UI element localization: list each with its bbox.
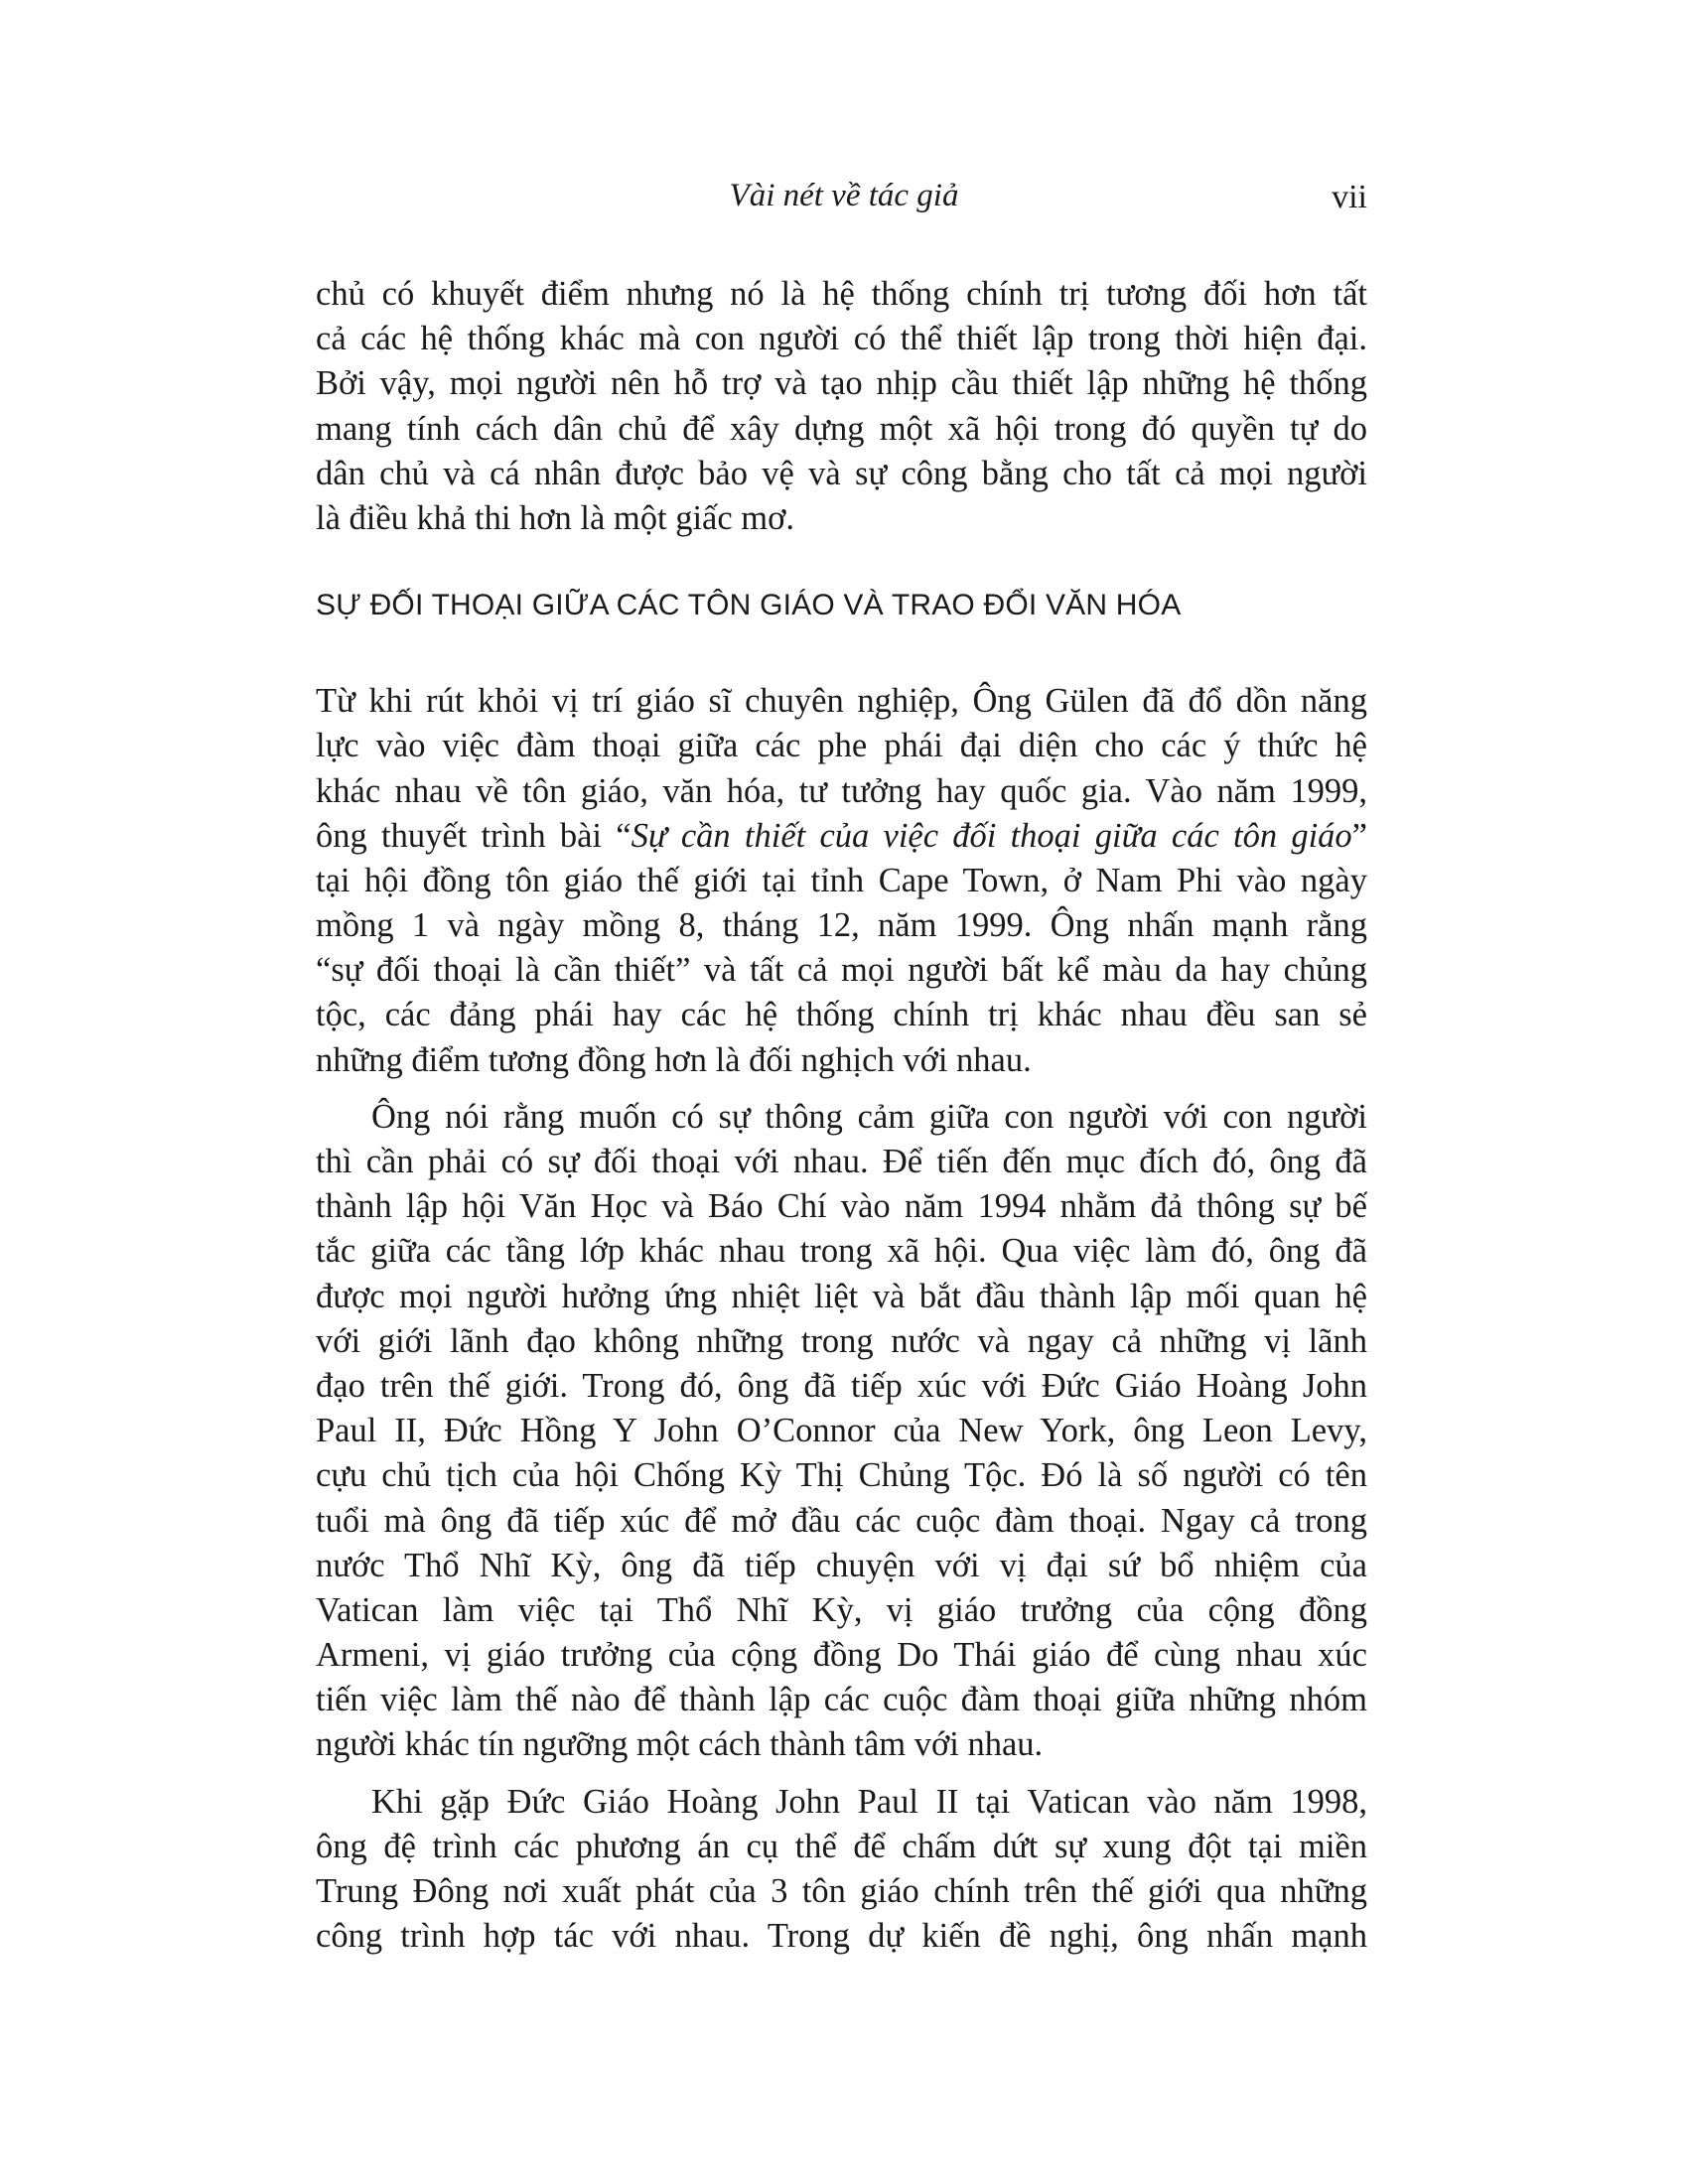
text-line: tiến việc làm thế nào để thành lập các cuộc đàm thoại giữa những nhóm xyxy=(316,1681,1367,1719)
text-line: là điều khả thi hơn là một giấc mơ. xyxy=(316,498,795,537)
paragraph-2 xyxy=(316,679,1367,1083)
text-line: tuổi mà ông đã tiếp xúc để mở đầu các cuộc đàm thoại. Ngay cả trong xyxy=(316,1501,1367,1540)
text-line: mang tính cách dân chủ để xây dựng một xã hội trong đó quyền tự do xyxy=(316,409,1367,448)
text-line: khác nhau về tôn giáo, văn hóa, tư tưởng hay quốc gia. Vào năm 1999, xyxy=(316,771,1367,810)
text-line: Paul II, Đức Hồng Y John O’Connor của New York, ông Leon Levy, xyxy=(316,1412,1367,1450)
running-title: Vài nét về tác giả xyxy=(729,178,959,213)
text-line: Khi gặp Đức Giáo Hoàng John Paul II tại Vatican vào năm 1998, xyxy=(371,1782,1367,1821)
text-line: Trung Đông nơi xuất phát của 3 tôn giáo chính trên thế giới qua những xyxy=(316,1872,1367,1910)
text-line: ông đệ trình các phương án cụ thể để chấm dứt sự xung đột tại miền xyxy=(316,1827,1367,1865)
text-line: Vatican làm việc tại Thổ Nhĩ Kỳ, vị giáo trưởng của cộng đồng xyxy=(316,1590,1367,1629)
text-line: được mọi người hưởng ứng nhiệt liệt và bắt đầu thành lập mối quan hệ xyxy=(316,1277,1367,1315)
text-fragment: ” xyxy=(1351,816,1367,855)
text-line: lực vào việc đàm thoại giữa các phe phái đại diện cho các ý thức hệ xyxy=(316,727,1367,765)
text-line: thành lập hội Văn Học và Báo Chí vào năm 1994 nhằm đả thông sự bế xyxy=(316,1187,1367,1226)
text-line: chủ có khuyết điểm nhưng nó là hệ thống chính trị tương đối hơn tất xyxy=(316,275,1367,313)
page-number: vii xyxy=(1332,179,1367,215)
text-line: Ông nói rằng muốn có sự thông cảm giữa con người với con người xyxy=(371,1097,1367,1136)
section-heading: SỰ ĐỐI THOẠI GIỮA CÁC TÔN GIÁO VÀ TRAO ĐỔI VĂN HÓA xyxy=(316,589,1182,622)
text-line: công trình hợp tác với nhau. Trong dự kiến đề nghị, ông nhấn mạnh xyxy=(316,1917,1367,1956)
paragraph-4 xyxy=(316,1780,1367,1960)
text-line: nước Thổ Nhĩ Kỳ, ông đã tiếp chuyện với vị đại sứ bổ nhiệm của xyxy=(316,1546,1367,1584)
text-line: đạo trên thế giới. Trong đó, ông đã tiếp xúc với Đức Giáo Hoàng John xyxy=(316,1366,1367,1405)
text-line: dân chủ và cá nhân được bảo vệ và sự công bằng cho tất cả mọi người xyxy=(316,454,1367,492)
paragraph-spacer xyxy=(316,1083,1367,1095)
text-line: những điểm tương đồng hơn là đối nghịch với nhau. xyxy=(316,1040,1032,1079)
running-header xyxy=(0,171,1688,220)
text-line: tộc, các đảng phái hay các hệ thống chính trị khác nhau đều san sẻ xyxy=(316,996,1367,1034)
text-line: mồng 1 và ngày mồng 8, tháng 12, năm 1999. Ông nhấn mạnh rằng xyxy=(316,906,1367,945)
text-line: tắc giữa các tầng lớp khác nhau trong xã hội. Qua việc làm đó, ông đã xyxy=(316,1232,1367,1271)
text-line: cựu chủ tịch của hội Chống Kỳ Thị Chủng Tộc. Đó là số người có tên xyxy=(316,1456,1367,1495)
paragraph-3 xyxy=(316,1095,1367,1768)
talk-title: Sự cần thiết của việc đối thoại giữa các tôn giáo xyxy=(631,816,1352,855)
text-line: tại hội đồng tôn giáo thế giới tại tỉnh Cape Town, ở Nam Phi vào ngày xyxy=(316,861,1367,899)
text-line: “sự đối thoại là cần thiết” và tất cả mọi người bất kể màu da hay chủng xyxy=(316,951,1367,990)
text-line: Armeni, vị giáo trưởng của cộng đồng Do Thái giáo để cùng nhau xúc xyxy=(316,1636,1367,1675)
paragraph-1 xyxy=(316,272,1367,541)
text-line: Bởi vậy, mọi người nên hỗ trợ và tạo nhịp cầu thiết lập những hệ thống xyxy=(316,364,1367,403)
text-line: Từ khi rút khỏi vị trí giáo sĩ chuyên nghiệp, Ông Gülen đã đổ dồn năng xyxy=(316,682,1367,721)
text-line: người khác tín ngưỡng một cách thành tâm với nhau. xyxy=(316,1725,1044,1764)
text-line-with-title xyxy=(316,814,1367,859)
text-line: với giới lãnh đạo không những trong nước và ngay cả những vị lãnh xyxy=(316,1321,1367,1360)
text-line: cả các hệ thống khác mà con người có thể thiết lập trong thời hiện đại. xyxy=(316,320,1367,358)
text-fragment: ông thuyết trình bài “ xyxy=(316,816,632,855)
text-line: thì cần phải có sự đối thoại với nhau. Để tiến đến mục đích đó, ông đã xyxy=(316,1143,1367,1180)
paragraph-spacer xyxy=(316,1768,1367,1780)
body-text xyxy=(316,272,1367,1959)
